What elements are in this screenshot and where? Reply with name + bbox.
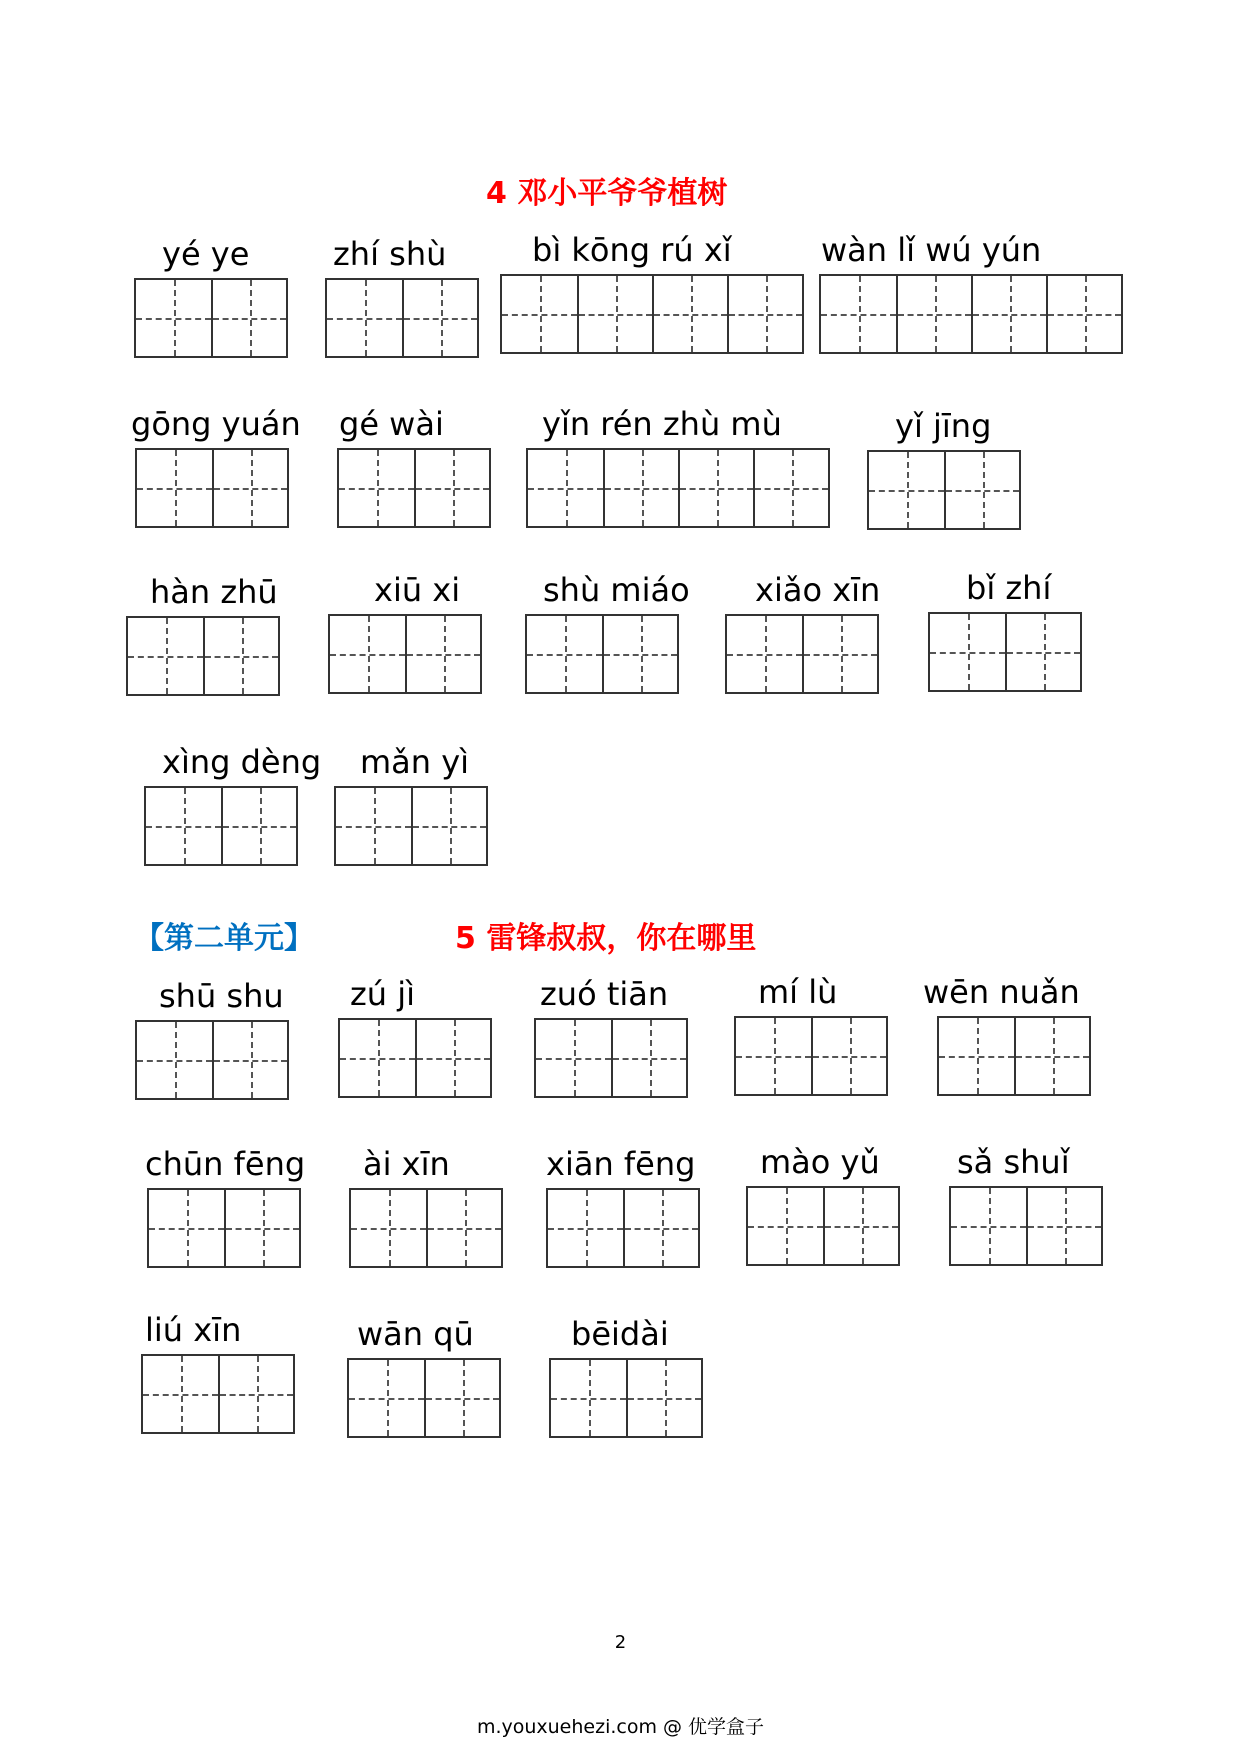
pinyin-label: shū shu bbox=[159, 977, 284, 1015]
writing-grid[interactable] bbox=[928, 612, 1082, 692]
writing-grid[interactable] bbox=[325, 278, 479, 358]
writing-grid[interactable] bbox=[937, 1016, 1091, 1096]
writing-grid[interactable] bbox=[734, 1016, 888, 1096]
pinyin-label: yé ye bbox=[162, 235, 250, 273]
pinyin-label: xiān fēng bbox=[546, 1145, 696, 1183]
writing-grid[interactable] bbox=[135, 1020, 289, 1100]
writing-grid[interactable] bbox=[134, 278, 288, 358]
pinyin-label: yǐ jīng bbox=[895, 407, 992, 445]
writing-grid[interactable] bbox=[534, 1018, 688, 1098]
pinyin-label: zhí shù bbox=[333, 235, 447, 273]
pinyin-label: gōng yuán bbox=[131, 405, 301, 443]
writing-grid[interactable] bbox=[819, 274, 1123, 354]
footer-watermark: m.youxuehezi.com @ 优学盒子 bbox=[476, 1716, 765, 1738]
section4-title: 4 邓小平爷爷植树 bbox=[486, 176, 728, 211]
pinyin-label: wàn lǐ wú yún bbox=[821, 231, 1042, 269]
pinyin-label: xìng dèng bbox=[162, 743, 322, 781]
writing-grid[interactable] bbox=[328, 614, 482, 694]
pinyin-label: ài xīn bbox=[363, 1145, 450, 1183]
writing-grid[interactable] bbox=[144, 786, 298, 866]
writing-grid[interactable] bbox=[337, 448, 491, 528]
writing-grid[interactable] bbox=[347, 1358, 501, 1438]
writing-grid[interactable] bbox=[546, 1188, 700, 1268]
writing-grid[interactable] bbox=[500, 274, 804, 354]
pinyin-label: mào yǔ bbox=[760, 1143, 880, 1181]
writing-grid[interactable] bbox=[725, 614, 879, 694]
pinyin-label: liú xīn bbox=[145, 1311, 242, 1349]
pinyin-label: shù miáo bbox=[543, 571, 690, 609]
unit-label: 【第二单元】 bbox=[134, 921, 314, 956]
writing-grid[interactable] bbox=[867, 450, 1021, 530]
pinyin-label: zuó tiān bbox=[540, 975, 669, 1013]
writing-grid[interactable] bbox=[334, 786, 488, 866]
writing-grid[interactable] bbox=[349, 1188, 503, 1268]
writing-grid[interactable] bbox=[526, 448, 830, 528]
pinyin-label: bǐ zhí bbox=[966, 569, 1052, 607]
writing-grid[interactable] bbox=[141, 1354, 295, 1434]
pinyin-label: mǎn yì bbox=[360, 743, 470, 781]
pinyin-label: zú jì bbox=[350, 975, 416, 1013]
pinyin-label: bēidài bbox=[571, 1315, 669, 1353]
writing-grid[interactable] bbox=[126, 616, 280, 696]
pinyin-label: bì kōng rú xǐ bbox=[532, 231, 732, 269]
pinyin-label: mí lù bbox=[758, 973, 838, 1011]
writing-grid[interactable] bbox=[549, 1358, 703, 1438]
writing-grid[interactable] bbox=[525, 614, 679, 694]
pinyin-label: chūn fēng bbox=[145, 1145, 306, 1183]
pinyin-label: hàn zhū bbox=[150, 573, 278, 611]
pinyin-label: gé wài bbox=[339, 405, 444, 443]
pinyin-label: wān qū bbox=[357, 1315, 474, 1353]
writing-grid[interactable] bbox=[147, 1188, 301, 1268]
pinyin-label: sǎ shuǐ bbox=[957, 1143, 1070, 1181]
lesson5-title: 5 雷锋叔叔，你在哪里 bbox=[455, 921, 757, 956]
writing-grid[interactable] bbox=[338, 1018, 492, 1098]
pinyin-label: yǐn rén zhù mù bbox=[542, 405, 782, 443]
pinyin-label: wēn nuǎn bbox=[923, 973, 1080, 1011]
pinyin-label: xiǎo xīn bbox=[755, 571, 881, 609]
writing-grid[interactable] bbox=[746, 1186, 900, 1266]
writing-grid[interactable] bbox=[949, 1186, 1103, 1266]
page-number: 2 bbox=[614, 1632, 627, 1653]
writing-grid[interactable] bbox=[135, 448, 289, 528]
pinyin-label: xiū xi bbox=[374, 571, 461, 609]
